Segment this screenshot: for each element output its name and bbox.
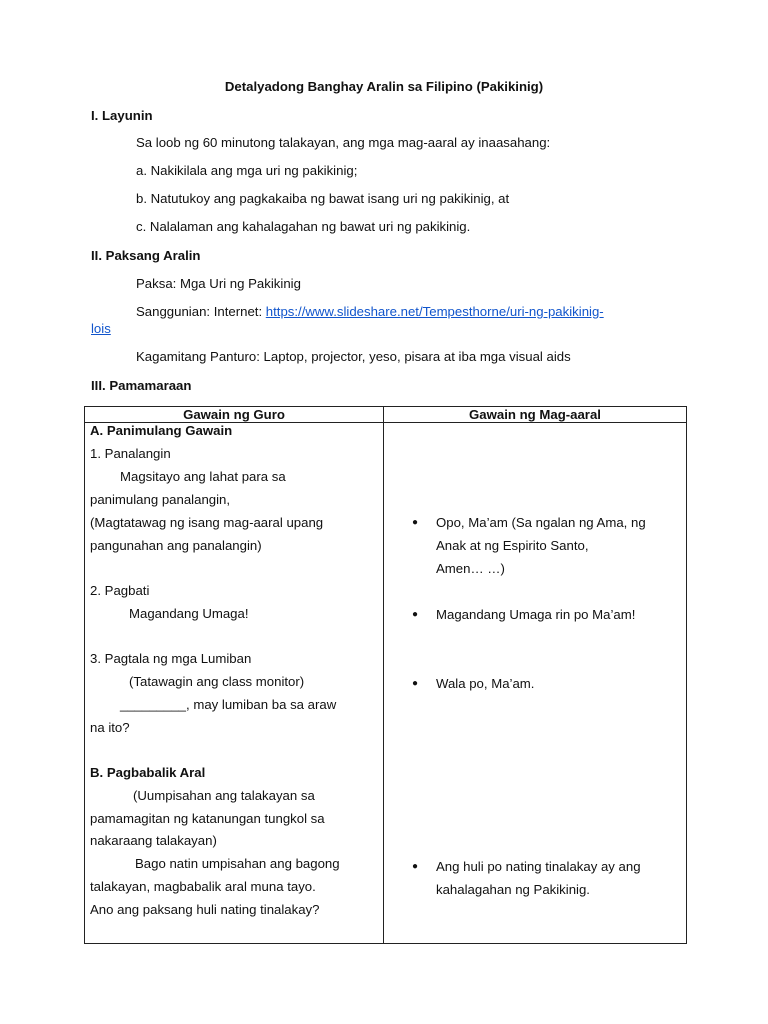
- guro-line: _________, may lumiban ba sa araw: [120, 697, 337, 712]
- document-title: Detalyadong Banghay Aralin sa Filipino (Pakikinig): [224, 79, 544, 94]
- guro-line: nakaraang talakayan): [90, 833, 217, 848]
- objective-c: c. Nalalaman ang kahalagahan ng bawat uri ng pakikinig.: [136, 219, 471, 234]
- guro-line: pamamagitan ng katanungan tungkol sa: [90, 811, 325, 826]
- guro-line: 2. Pagbati: [90, 583, 150, 598]
- guro-line: Bago natin umpisahan ang bagong: [135, 856, 340, 871]
- objective-b: b. Natutukoy ang pagkakaiba ng bawat isang uri ng pakikinig, at: [136, 191, 510, 206]
- table-header-row: [85, 407, 687, 423]
- guro-line: 1. Panalangin: [90, 446, 171, 461]
- guro-line: Magsitayo ang lahat para sa: [120, 469, 286, 484]
- kagamitan-line: Kagamitang Panturo: Laptop, projector, yeso, pisara at iba mga visual aids: [136, 349, 571, 364]
- guro-cell: [85, 423, 384, 944]
- bullet-icon: ●: [412, 609, 419, 620]
- sanggunian-label: Sanggunian: Internet:: [136, 304, 266, 319]
- guro-line: panimulang panalangin,: [90, 492, 231, 507]
- sanggunian-link[interactable]: https://www.slideshare.net/Tempesthorne/uri-ng-pakikinig-: [265, 304, 604, 319]
- sanggunian-link-continued[interactable]: lois: [91, 321, 111, 336]
- guro-line: Ano ang paksang huli nating tinalakay?: [90, 902, 320, 917]
- mag-aaral-line: Anak at ng Espirito Santo,: [436, 538, 589, 553]
- lesson-procedure-table: [84, 406, 687, 944]
- pagbabalik-aral-heading: B. Pagbabalik Aral: [90, 765, 206, 780]
- panimulang-gawain-heading: A. Panimulang Gawain: [90, 423, 233, 438]
- section-heading-layunin: I. Layunin: [91, 108, 153, 123]
- sanggunian-line: [136, 304, 604, 320]
- guro-line: (Uumpisahan ang talakayan sa: [133, 788, 315, 803]
- guro-line: na ito?: [90, 720, 130, 735]
- table-row: [85, 423, 687, 944]
- guro-line: (Magtatawag ng isang mag-aaral upang: [90, 515, 324, 530]
- guro-line: Magandang Umaga!: [129, 606, 249, 621]
- bullet-icon: ●: [412, 678, 419, 689]
- guro-line: pangunahan ang panalangin): [90, 538, 262, 553]
- objective-a: a. Nakikilala ang mga uri ng pakikinig;: [136, 163, 358, 178]
- paksa-line: Paksa: Mga Uri ng Pakikinig: [136, 276, 301, 291]
- guro-line: 3. Pagtala ng mga Lumiban: [90, 651, 252, 666]
- mag-aaral-line: Magandang Umaga rin po Ma’am!: [436, 607, 636, 622]
- bullet-icon: ●: [412, 517, 419, 528]
- column-header-mag-aaral: Gawain ng Mag-aaral: [384, 407, 687, 423]
- section-heading-pamamaraan: III. Pamamaraan: [91, 378, 192, 393]
- bullet-icon: ●: [412, 861, 419, 872]
- layunin-intro: Sa loob ng 60 minutong talakayan, ang mga mag-aaral ay inaasahang:: [136, 135, 551, 150]
- guro-line: (Tatawagin ang class monitor): [129, 674, 305, 689]
- mag-aaral-line: Opo, Ma’am (Sa ngalan ng Ama, ng: [436, 515, 646, 530]
- mag-aaral-cell: [384, 423, 687, 944]
- guro-line: talakayan, magbabalik aral muna tayo.: [90, 879, 316, 894]
- section-heading-paksang-aralin: II. Paksang Aralin: [91, 248, 201, 263]
- mag-aaral-line: Wala po, Ma’am.: [436, 676, 535, 691]
- column-header-guro: Gawain ng Guro: [85, 407, 384, 423]
- mag-aaral-line: Amen… …): [436, 561, 505, 576]
- mag-aaral-line: kahalagahan ng Pakikinig.: [436, 882, 590, 897]
- mag-aaral-line: Ang huli po nating tinalakay ay ang: [436, 859, 641, 874]
